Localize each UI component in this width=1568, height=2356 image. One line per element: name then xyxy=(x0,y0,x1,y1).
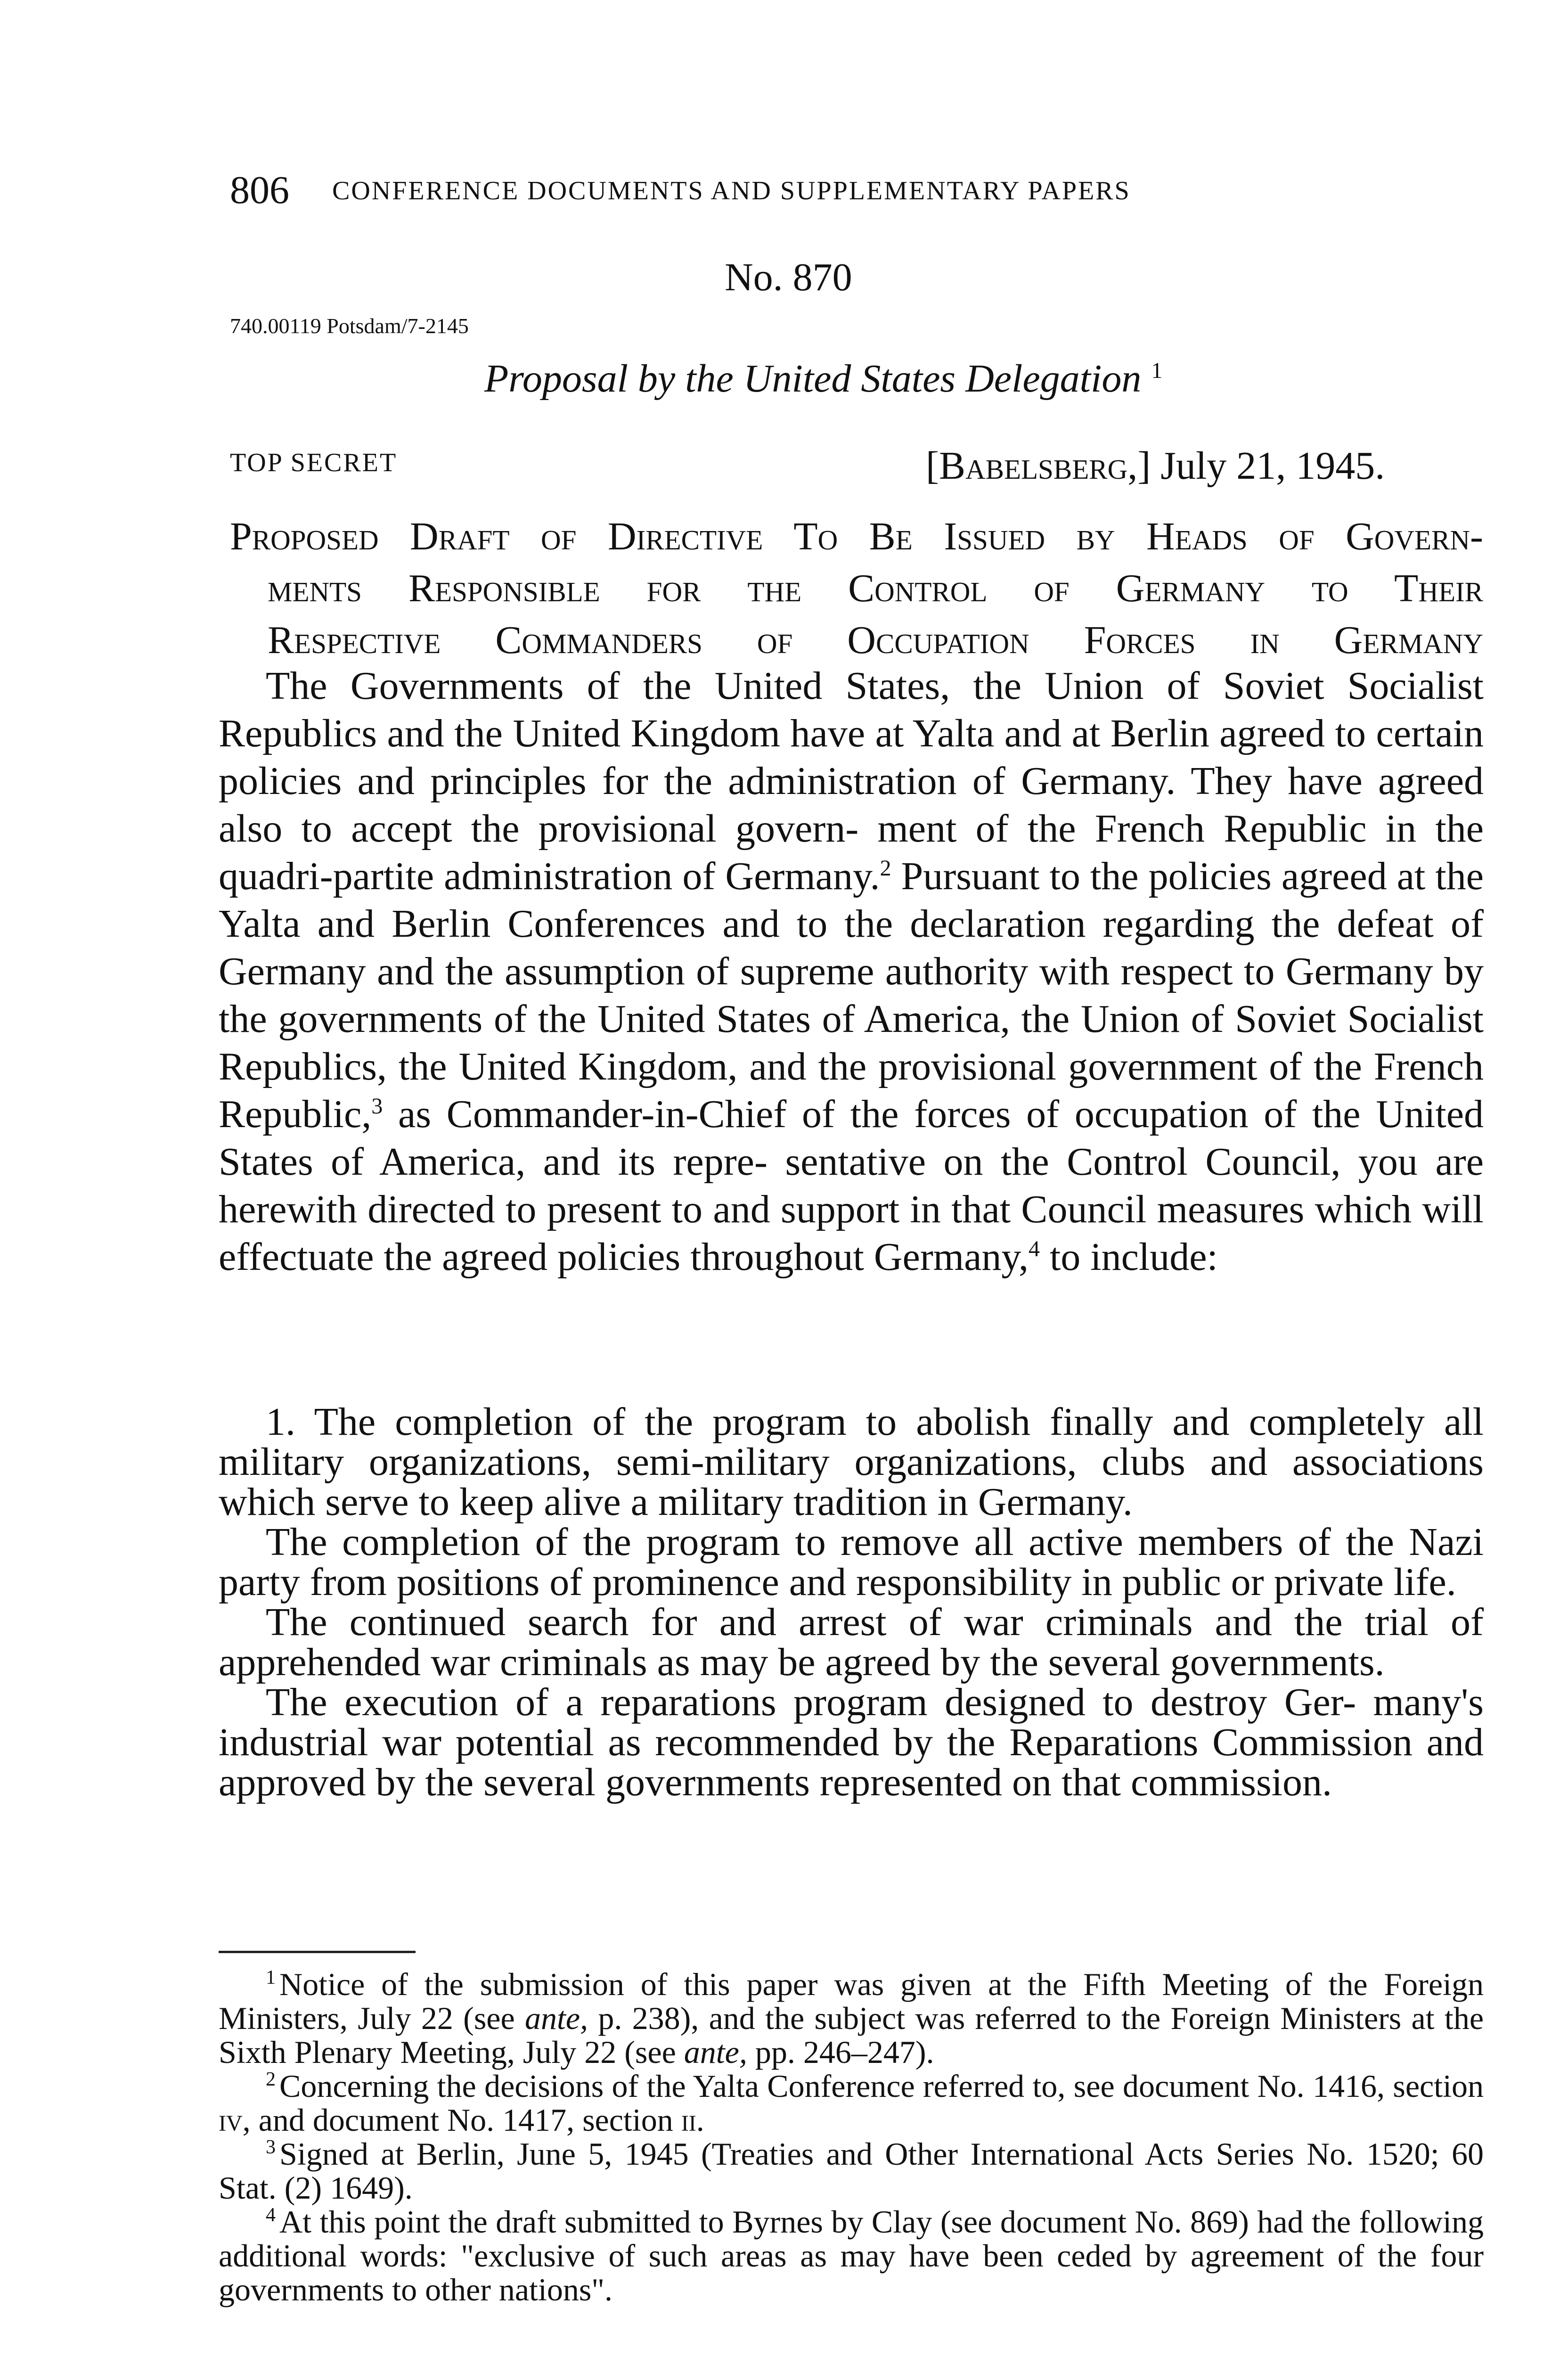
classification-label: TOP SECRET xyxy=(230,448,398,477)
footnote-ref-3[interactable]: 3 xyxy=(371,1094,383,1119)
footnote-text: ante, xyxy=(684,2034,747,2070)
paragraph-text: to include: xyxy=(1039,1235,1218,1279)
footnote-text: At this point the draft submitted to Byrnes by Clay (see document No. 869) had the following additional words: "exclusive of such areas as may have been ceded by agreement of the four governments to other nations". xyxy=(219,2204,1484,2307)
heading-line-3: Respective Commanders of Occupation Forces in Germany xyxy=(268,618,1483,662)
document-subtitle xyxy=(484,356,1162,401)
page-number: 806 xyxy=(230,168,289,212)
paragraph-text: The Governments of the United States, the Union of Soviet Socialist Republics and the United Kingdom have at Yalta and at Berlin agreed to certain policies and principles for the administration of Germany. They have agreed also to accept the provisional govern- ment of the French Republic in the quadri-partite administration of Germany. xyxy=(219,664,1484,898)
subtitle-text: Proposal by the United States Delegation xyxy=(484,357,1142,401)
footnotes xyxy=(219,1967,1484,2307)
footnote-1 xyxy=(219,1967,1484,2069)
paragraph-text: Pursuant to the policies agreed at the Yalta and Berlin Conferences and to the declaration regarding the defeat of Germany and the assumption of supreme authority with respect to Germany by the governments of the United States of America, the Union of Soviet Socialist Republics, the United Kingdom, and the provisional government of the French Republic, xyxy=(219,854,1484,1136)
place-date xyxy=(926,443,1385,489)
footnote-mark: 4 xyxy=(266,2204,276,2226)
footnote-text: Concerning the decisions of the Yalta Conference referred to, see document No. 1416, section xyxy=(279,2068,1484,2104)
footnote-text: Notice of the submission of this paper was given at the Fifth Meeting of the Foreign Ministers, July 22 (see xyxy=(219,1966,1484,2036)
footnote-text: ante, xyxy=(524,2000,588,2036)
running-title: CONFERENCE DOCUMENTS AND SUPPLEMENTARY PAPERS xyxy=(332,176,1131,205)
footnote-text: pp. 246–247). xyxy=(747,2034,934,2070)
heading-line-1: Proposed Draft of Directive To Be Issued by Heads of Govern- xyxy=(230,515,1483,558)
footnote-text: Signed at Berlin, June 5, 1945 (Treaties and Other International Acts Series No. 1520; 60 Stat. (2) 1649). xyxy=(219,2136,1484,2206)
footnote-mark: 1 xyxy=(266,1967,276,1989)
footnote-3 xyxy=(219,2137,1484,2205)
main-paragraph xyxy=(219,662,1484,1281)
file-reference: 740.00119 Potsdam/7-2145 xyxy=(230,314,469,338)
date: July 21, 1945. xyxy=(1160,444,1385,488)
footnote-text: , and document No. 1417, section xyxy=(242,2102,681,2138)
subtitle-footnote-mark[interactable]: 1 xyxy=(1151,358,1163,383)
footnote-divider xyxy=(219,1951,416,1953)
directive-items xyxy=(219,1402,1484,1802)
list-item: The continued search for and arrest of war criminals and the trial of apprehended war criminals as may be agreed by the several governments. xyxy=(219,1600,1484,1684)
footnote-2 xyxy=(219,2069,1484,2137)
heading-line-2: ments Responsible for the Control of Germany to Their xyxy=(268,566,1483,610)
list-item: The completion of the program to remove all active members of the Nazi party from positions of prominence and responsibility in public or private life. xyxy=(219,1520,1484,1604)
footnote-ref-4[interactable]: 4 xyxy=(1028,1236,1040,1261)
footnote-text: p. 238), and the subject was referred to the Foreign Ministers at the Sixth Plenary Meeting, July 22 (see xyxy=(219,2000,1484,2070)
footnote-mark: 3 xyxy=(266,2136,276,2159)
place: [Babelsberg,] xyxy=(926,444,1151,488)
list-item: The execution of a reparations program designed to destroy Ger- many's industrial war potential as recommended by the Reparations Commission and approved by the several governments represented on that commission. xyxy=(219,1680,1484,1804)
footnote-4 xyxy=(219,2205,1484,2307)
paragraph-text: as Commander-in-Chief of the forces of occupation of the United States of America, and its repre- sentative on the Control Council, you are herewith directed to present to and support in that Council measures which will effectuate the agreed policies throughout Germany, xyxy=(219,1092,1484,1279)
footnote-text: iv xyxy=(219,2102,243,2138)
document-number: No. 870 xyxy=(725,255,852,299)
footnote-text: . xyxy=(696,2102,704,2138)
footnote-ref-2[interactable]: 2 xyxy=(880,856,891,881)
list-item: 1. The completion of the program to abolish finally and completely all military organizations, semi-military organizations, clubs and associations which serve to keep alive a military tradition in Germany. xyxy=(219,1400,1484,1524)
footnote-mark: 2 xyxy=(266,2069,276,2091)
footnote-text: ii xyxy=(681,2102,696,2138)
